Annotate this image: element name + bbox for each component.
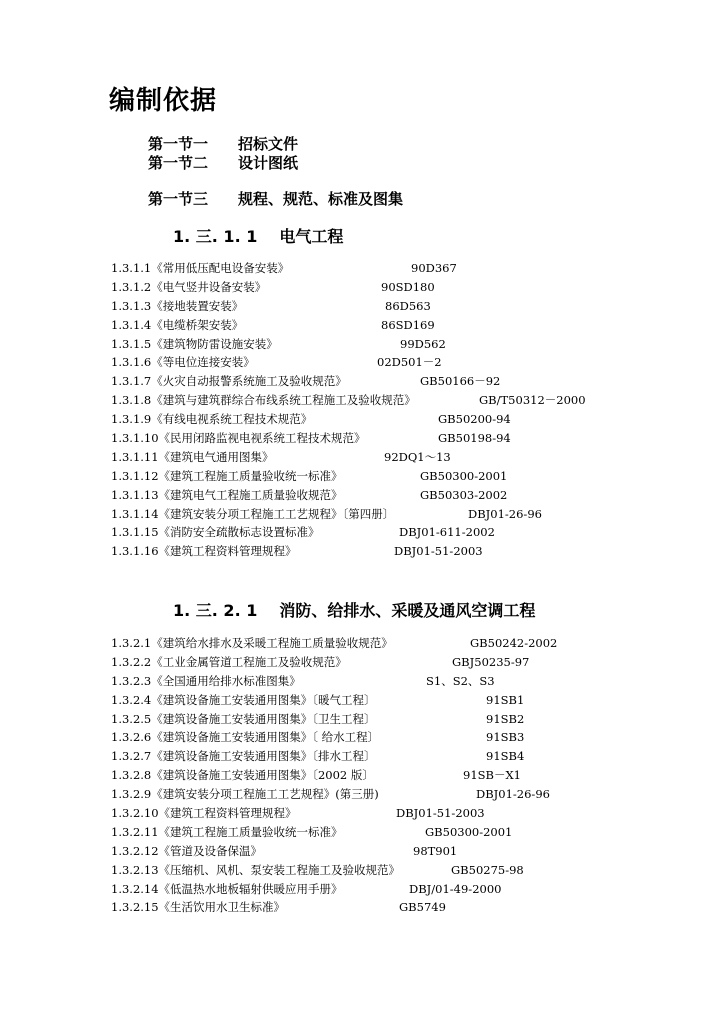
section-heading	[148, 188, 403, 209]
standards-list-plumbing-hvac	[111, 634, 711, 917]
standard-row	[111, 505, 711, 524]
standard-title: 1.3.2.14《低温热水地板辐射供暖应用手册》	[111, 881, 343, 896]
standard-title: 1.3.1.6《等电位连接安装》	[111, 355, 255, 370]
standard-title: 1.3.1.7《火灾自动报警系统施工及验收规范》	[111, 374, 347, 389]
section-number: 第一节三	[148, 190, 209, 208]
standard-title: 1.3.1.3《接地装置安装》	[111, 298, 244, 313]
standard-row	[111, 842, 711, 861]
standard-code: GB50242-2002	[470, 636, 558, 650]
standard-title: 1.3.2.12《管道及设备保温》	[111, 843, 263, 858]
standard-code: GB50198-94	[438, 431, 511, 446]
standard-row	[111, 335, 711, 354]
standard-code: 91SB4	[486, 749, 525, 764]
standard-title: 1.3.2.15《生活饮用水卫生标准》	[111, 900, 286, 915]
section-label: 招标文件	[238, 135, 299, 153]
standard-title: 1.3.1.4《电缆桥架安装》	[111, 317, 244, 332]
standard-code: DBJ01-51-2003	[396, 806, 485, 821]
subsection-number: 1. 三. 1. 1	[173, 227, 258, 246]
standard-row	[111, 785, 711, 804]
standard-code: 86SD169	[381, 317, 435, 332]
standard-code: 92DQ1～13	[384, 449, 451, 464]
standard-code: DBJ01-611-2002	[399, 525, 495, 540]
standard-row	[111, 467, 711, 486]
standard-row	[111, 880, 711, 899]
standards-list-electrical	[111, 259, 711, 561]
standard-title: 1.3.1.5《建筑物防雷设施安装》	[111, 336, 278, 351]
standard-title: 1.3.1.2《电气竖井设备安装》	[111, 279, 267, 294]
standard-row	[111, 297, 711, 316]
standard-title: 1.3.2.1《建筑给水排水及采暖工程施工质量验收规范》	[111, 636, 393, 650]
section-label: 设计图纸	[238, 154, 299, 172]
standard-code: GB50303-2002	[420, 487, 508, 502]
standard-row	[111, 391, 711, 410]
subsection-number: 1. 三. 2. 1	[173, 601, 258, 620]
standard-title: 1.3.2.10《建筑工程资料管理规程》	[111, 806, 297, 821]
standard-code: 91SB1	[486, 692, 525, 707]
standard-row	[111, 728, 711, 747]
standard-row	[111, 372, 711, 391]
standard-title: 1.3.1.10《民用闭路监视电视系统工程技术规范》	[111, 431, 366, 446]
standard-row	[111, 747, 711, 766]
standard-title: 1.3.1.16《建筑工程资料管理规程》	[111, 544, 297, 559]
standard-code: 90SD180	[381, 279, 435, 294]
standard-code: GBJ50235-97	[452, 654, 530, 669]
section-number: 第一节一	[148, 135, 209, 153]
standard-code: DBJ/01-49-2000	[409, 881, 502, 896]
subsection-heading-electrical	[173, 224, 343, 247]
standard-row	[111, 823, 711, 842]
standard-title: 1.3.2.13《压缩机、风机、泵安装工程施工及验收规范》	[111, 862, 401, 877]
standard-code: S1、S2、S3	[426, 673, 495, 688]
standard-row	[111, 710, 711, 729]
page-title: 编制依据	[109, 86, 218, 116]
standard-code: DBJ01-26-96	[476, 787, 550, 802]
section-label: 规程、规范、标准及图集	[238, 190, 404, 208]
subsection-label: 电气工程	[279, 227, 344, 246]
standard-code: GB50166－92	[420, 374, 501, 389]
standard-row	[111, 672, 711, 691]
standard-title: 1.3.2.11《建筑工程施工质量验收统一标准》	[111, 824, 343, 839]
standard-row	[111, 766, 711, 785]
section-heading	[148, 152, 298, 173]
standard-title: 1.3.1.11《建筑电气通用图集》	[111, 449, 274, 464]
standard-code: 02D501－2	[377, 355, 442, 370]
standard-code: 99D562	[400, 336, 446, 351]
standard-row	[111, 523, 711, 542]
standard-title: 1.3.2.9《建筑安装分项工程施工工艺规程》(第三册)	[111, 787, 379, 802]
standard-row	[111, 804, 711, 823]
standard-code: 86D563	[385, 298, 431, 313]
standard-code: 91SB3	[486, 730, 525, 745]
standard-row	[111, 861, 711, 880]
subsection-heading-plumbing-hvac	[173, 598, 535, 621]
standard-code: DBJ01-51-2003	[394, 544, 483, 559]
standard-title: 1.3.1.14《建筑安装分项工程施工工艺规程》〔第四册〕	[111, 506, 395, 521]
standard-title: 1.3.1.1《常用低压配电设备安装》	[111, 261, 290, 275]
standard-title: 1.3.2.3《全国通用给排水标准图集》	[111, 673, 301, 688]
standard-code: GB50300-2001	[425, 824, 513, 839]
standard-title: 1.3.2.8《建筑设备施工安装通用图集》〔2002 版〕	[111, 768, 374, 783]
section-heading	[148, 133, 298, 154]
standard-code: 91SB－X1	[463, 768, 521, 783]
standard-title: 1.3.2.4《建筑设备施工安装通用图集》〔暖气工程〕	[111, 692, 376, 707]
standard-title: 1.3.1.9《有线电视系统工程技术规范》	[111, 412, 313, 427]
standard-row	[111, 278, 711, 297]
standard-code: 90D367	[411, 261, 457, 275]
section-number: 第一节二	[148, 154, 209, 172]
standard-title: 1.3.1.13《建筑电气工程施工质量验收规范》	[111, 487, 343, 502]
standard-row	[111, 634, 711, 653]
standard-code: 98T901	[413, 843, 458, 858]
standard-row	[111, 410, 711, 429]
standard-row	[111, 353, 711, 372]
standard-title: 1.3.1.8《建筑与建筑群综合布线系统工程施工及验收规范》	[111, 393, 416, 408]
standard-code: GB50300-2001	[420, 468, 508, 483]
standard-row	[111, 653, 711, 672]
standard-code: 91SB2	[486, 711, 525, 726]
standard-code: GB50200-94	[438, 412, 511, 427]
standard-code: GB/T50312－2000	[479, 393, 586, 408]
standard-row	[111, 691, 711, 710]
standard-row	[111, 259, 711, 278]
subsection-label: 消防、给排水、采暖及通风空调工程	[279, 601, 536, 620]
standard-title: 1.3.1.15《消防安全疏散标志设置标准》	[111, 525, 320, 540]
standard-title: 1.3.2.6《建筑设备施工安装通用图集》〔 给水工程〕	[111, 730, 380, 745]
standard-code: GB5749	[399, 900, 446, 915]
standard-row	[111, 316, 711, 335]
standard-title: 1.3.2.2《工业金属管道工程施工及验收规范》	[111, 654, 347, 669]
standard-row	[111, 898, 711, 917]
standard-row	[111, 542, 711, 561]
standard-title: 1.3.1.12《建筑工程施工质量验收统一标准》	[111, 468, 343, 483]
standard-title: 1.3.2.5《建筑设备施工安装通用图集》〔卫生工程〕	[111, 711, 376, 726]
standard-code: GB50275-98	[451, 862, 524, 877]
standard-title: 1.3.2.7《建筑设备施工安装通用图集》〔排水工程〕	[111, 749, 376, 764]
standard-code: DBJ01-26-96	[468, 506, 542, 521]
standard-row	[111, 486, 711, 505]
standard-row	[111, 448, 711, 467]
standard-row	[111, 429, 711, 448]
